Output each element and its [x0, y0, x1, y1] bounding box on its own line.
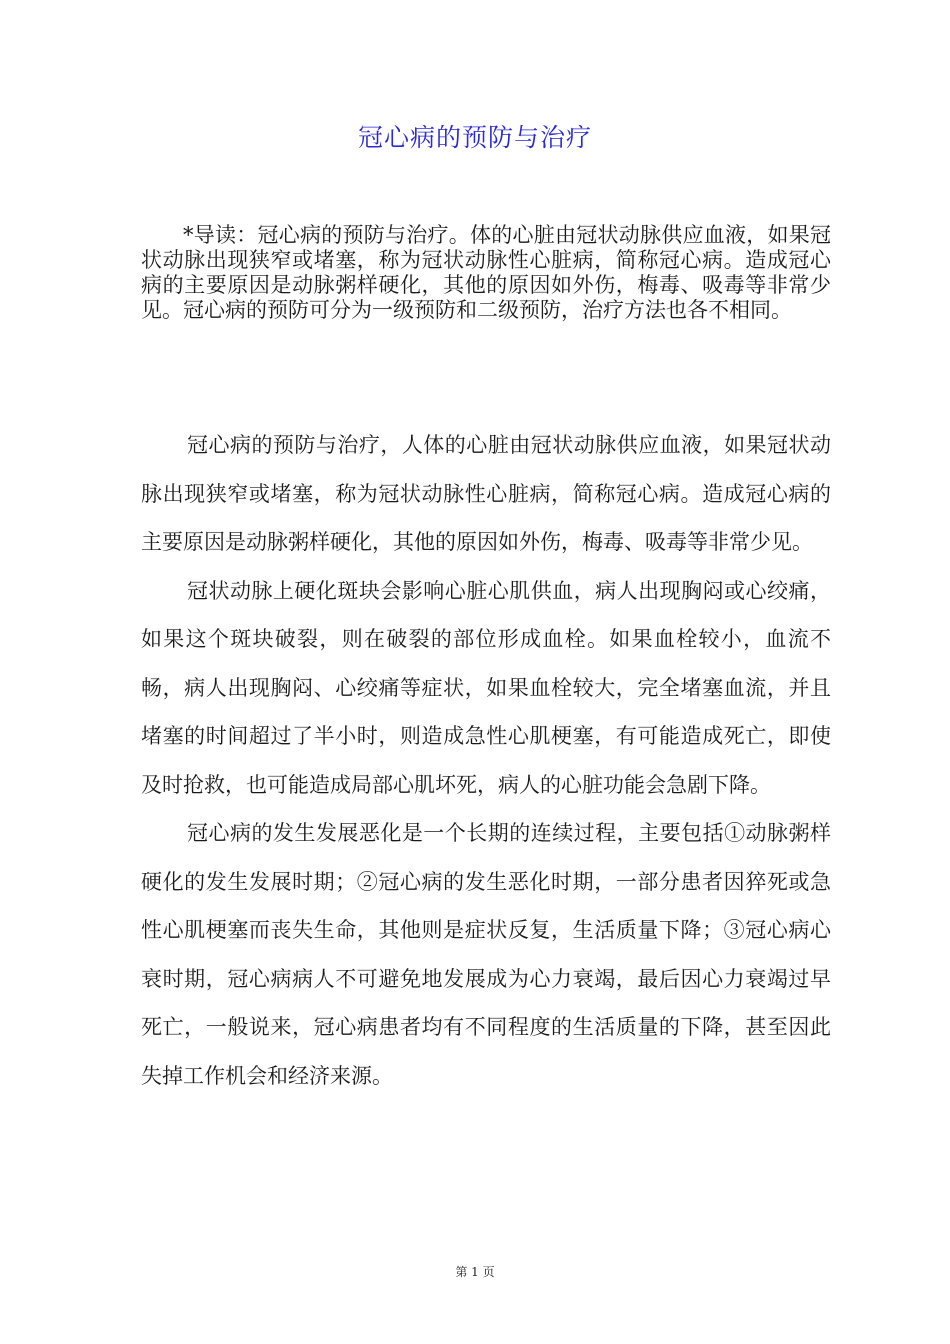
body-text: [141, 421, 831, 1100]
body-paragraph: 冠心病的预防与治疗，人体的心脏由冠状动脉供应血液，如果冠状动脉出现狭窄或堵塞，称为冠状动脉性心脏病，简称冠心病。造成冠心病的主要原因是动脉粥样硬化，其他的原因如外伤，梅毒、吸毒等非常少见。: [141, 433, 831, 554]
page-number: 第 1 页: [455, 1265, 495, 1279]
intro-paragraph: *导读：冠心病的预防与治疗。体的心脏由冠状动脉供应血液，如果冠状动脉出现狭窄或堵塞，称为冠状动脉性心脏病，简称冠心病。造成冠心病的主要原因是动脉粥样硬化，其他的原因如外伤，梅毒、吸毒等非常少见。冠心病的预防可分为一级预防和二级预防，治疗方法也各不相同。: [141, 223, 831, 322]
body-paragraph: 冠状动脉上硬化斑块会影响心脏心肌供血，病人出现胸闷或心绞痛，如果这个斑块破裂，则在破裂的部位形成血栓。如果血栓较小，血流不畅，病人出现胸闷、心绞痛等症状，如果血栓较大，完全堵塞血流，并且堵塞的时间超过了半小时，则造成急性心肌梗塞，有可能造成死亡，即使及时抢救，也可能造成局部心肌坏死，病人的心脏功能会急剧下降。: [141, 578, 831, 797]
page-title: 冠心病的预防与治疗: [357, 123, 592, 152]
body-paragraph: 冠心病的发生发展恶化是一个长期的连续过程，主要包括①动脉粥样硬化的发生发展时期；②冠心病的发生恶化时期，一部分患者因猝死或急性心肌梗塞而丧失生命，其他则是症状反复，生活质量下降；③冠心病心衰时期，冠心病病人不可避免地发展成为心力衰竭，最后因心力衰竭过早死亡，一般说来，冠心病患者均有不同程度的生活质量的下降，甚至因此失掉工作机会和经济来源。: [141, 821, 831, 1088]
